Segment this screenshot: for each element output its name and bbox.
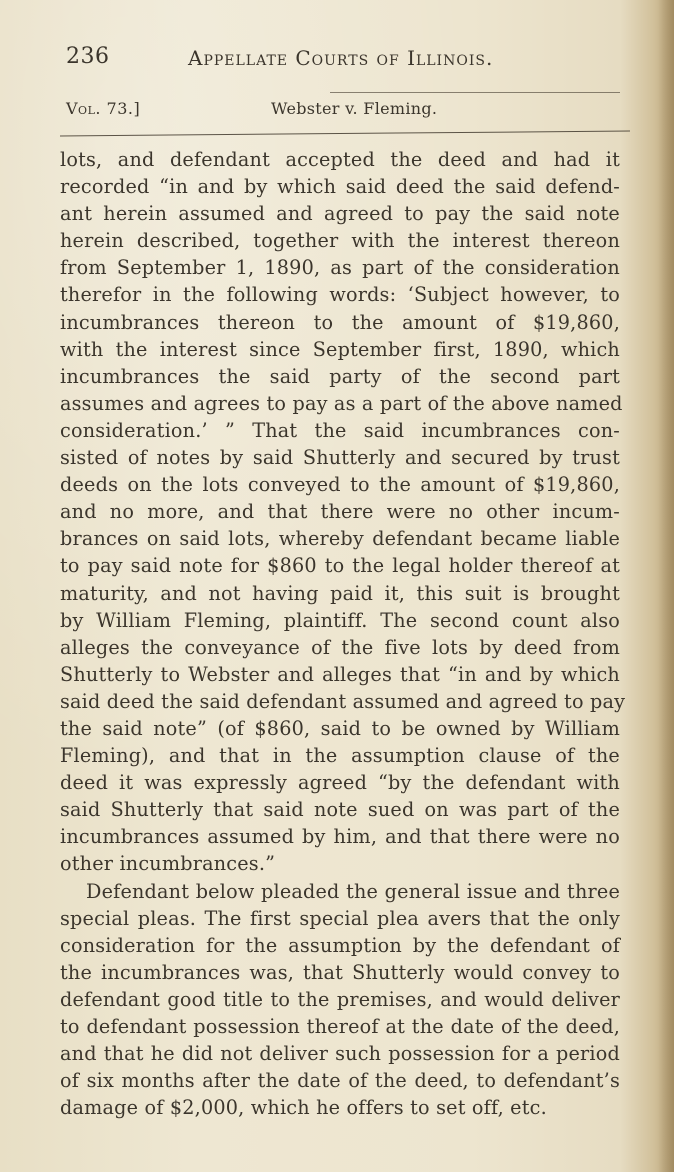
volume-label: Vol. 73.] <box>66 99 141 118</box>
text-line: deeds on the lots conveyed to the amount of $19,860, <box>60 473 620 497</box>
body-text <box>60 146 626 1121</box>
text-line: maturity, and not having paid it, this suit is brought <box>60 581 620 605</box>
text-line: by William Fleming, plaintiff. The second count also <box>60 608 620 632</box>
text-line: said deed the said defendant assumed and agreed to pay <box>60 689 626 713</box>
text-line: alleges the conveyance of the five lots by deed from <box>60 635 620 659</box>
text-line: incumbrances thereon to the amount of $19,860, <box>60 310 620 334</box>
text-line: to defendant possession thereof at the date of the deed, <box>60 1015 620 1038</box>
text-line: damage of $2,000, which he offers to set off, etc. <box>60 1096 547 1120</box>
text-line: with the interest since September first, 1890, which <box>60 337 620 361</box>
text-line: other incumbrances.” <box>60 852 276 876</box>
text-line: special pleas. The first special plea avers that the only <box>60 906 620 930</box>
text-line: incumbrances the said party of the second part <box>60 364 620 388</box>
text-line: to pay said note for $860 to the legal holder thereof at <box>60 554 620 578</box>
text-line: lots, and defendant accepted the deed and had it <box>60 148 620 171</box>
text-line: brances on said lots, whereby defendant became liable <box>60 527 620 551</box>
header-rule <box>330 92 620 93</box>
text-line: recorded “in and by which said deed the said defend- <box>60 175 620 199</box>
case-title: Webster v. Fleming. <box>271 99 438 118</box>
text-line: said Shutterly that said note sued on was part of the <box>60 798 620 822</box>
text-line: Shutterly to Webster and alleges that “in and by which <box>60 662 620 686</box>
text-line: deed it was expressly agreed “by the defendant with <box>60 771 620 795</box>
section-rule <box>60 131 630 137</box>
text-line: and no more, and that there were no other incum- <box>60 500 620 524</box>
page-edge-shadow <box>658 0 674 1172</box>
page-header <box>66 44 586 74</box>
text-line: Fleming), and that in the assumption clause of the <box>60 744 620 768</box>
text-line: from September 1, 1890, as part of the consideration <box>60 256 620 280</box>
running-title: Appellate Courts of Illinois. <box>188 46 494 70</box>
text-line: of six months after the date of the deed, to defendant’s <box>60 1069 620 1093</box>
text-line: the incumbrances was, that Shutterly would convey to <box>60 960 620 984</box>
text-line: ant herein assumed and agreed to pay the said note <box>60 202 620 226</box>
text-line: consideration.’ ” That the said incumbrances con- <box>60 418 620 442</box>
text-line: therefor in the following words: ‘Subject however, to <box>60 283 620 307</box>
text-line: consideration for the assumption by the defendant of <box>60 933 620 957</box>
text-line: defendant good title to the premises, and would deliver <box>60 987 620 1011</box>
text-line: incumbrances assumed by him, and that there were no <box>60 825 620 849</box>
text-line: and that he did not deliver such possession for a period <box>60 1042 620 1066</box>
case-subheader <box>66 99 626 125</box>
text-line: sisted of notes by said Shutterly and secured by trust <box>60 446 620 470</box>
paragraph-start-line: Defendant below pleaded the general issue and three <box>86 879 620 903</box>
page-number: 236 <box>66 44 110 69</box>
text-line: the said note” (of $860, said to be owned by William <box>60 716 620 740</box>
text-line: herein described, together with the interest thereon <box>60 229 620 253</box>
text-line: assumes and agrees to pay as a part of the above named <box>60 391 623 415</box>
